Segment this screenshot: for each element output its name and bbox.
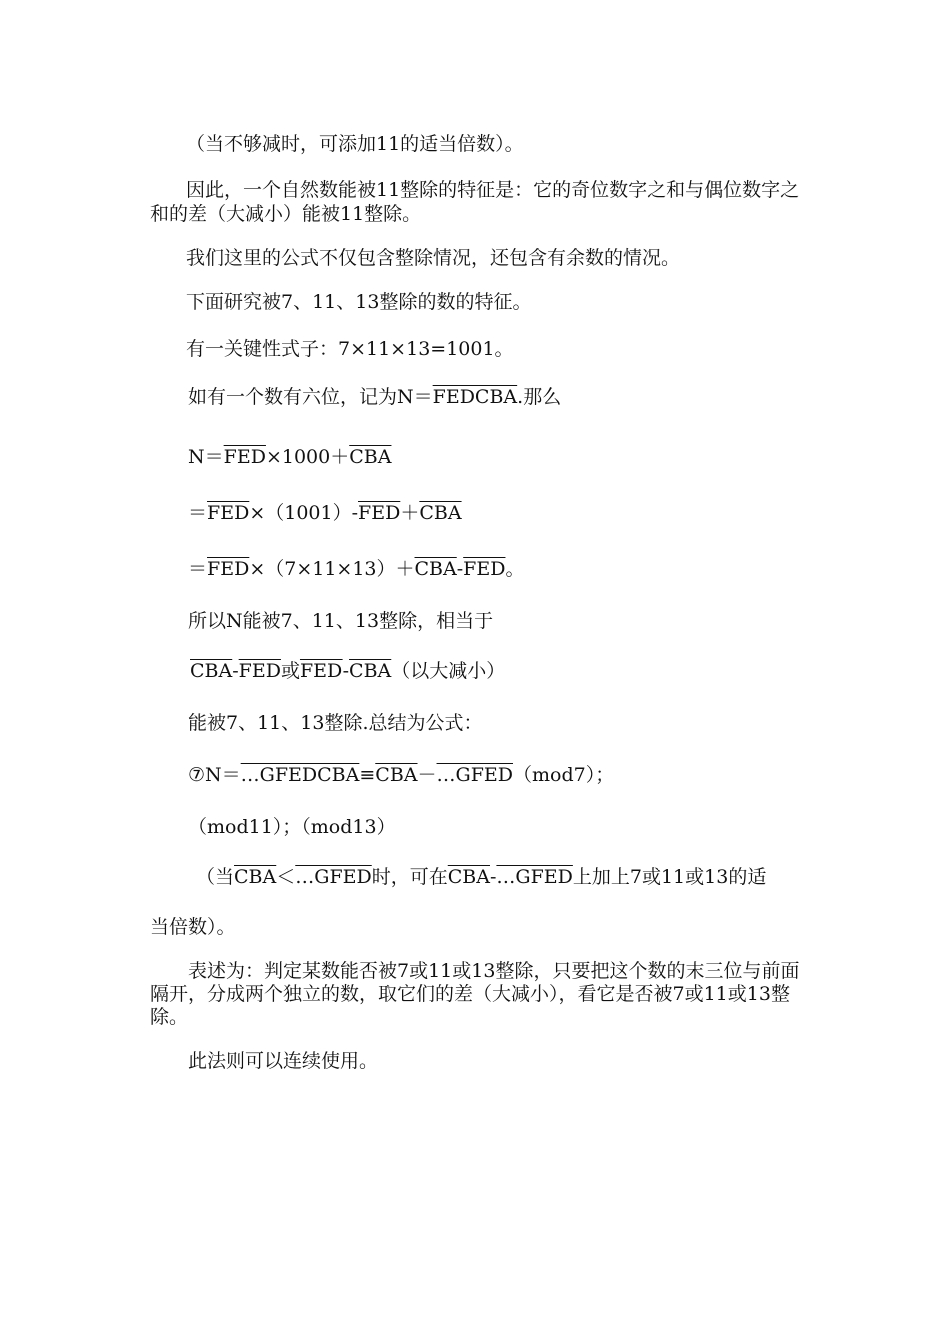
overline-number: FEDCBA bbox=[432, 386, 518, 408]
text: - bbox=[489, 866, 497, 888]
overline-number: $\overline{CBA}$ bbox=[234, 866, 277, 888]
equation-line-3 bbox=[188, 558, 524, 580]
formula-mod11-mod13: （mod11）；（mod13） bbox=[188, 816, 396, 838]
difference-expression bbox=[190, 660, 505, 682]
text: - bbox=[232, 660, 239, 682]
overline-number: $\overline{FED}$ bbox=[299, 660, 343, 682]
overline-number: $\overline{FED}$ bbox=[207, 558, 250, 580]
text: ×1000＋ bbox=[265, 446, 350, 468]
overline-number: $\overline{CBA}$ bbox=[349, 660, 392, 682]
paragraph-11-rule-line2: 和的差（大减小）能被11整除。 bbox=[150, 203, 422, 225]
overline-number: …GFED bbox=[496, 866, 573, 888]
overline-number: …GFEDCBA bbox=[240, 764, 360, 786]
overline-number: $\overline{CBA}$ bbox=[190, 660, 233, 682]
equation-line-1 bbox=[188, 446, 391, 468]
equation-line-2 bbox=[188, 502, 462, 524]
overline-number: $\overline{CBA}$ bbox=[419, 502, 462, 524]
text: － bbox=[417, 764, 437, 786]
paragraph-statement: 表述为：判定某数能否被7或11或13整除，只要把这个数的末三位与前面隔开，分成两个独立的数，取它们的差（大减小），看它是否被7或11或13整除。 bbox=[150, 960, 800, 1028]
text: ⑦N＝ bbox=[188, 764, 241, 786]
text: .那么 bbox=[517, 386, 562, 408]
overline-number: $\overline{CBA}$ bbox=[447, 866, 490, 888]
text: 。 bbox=[505, 558, 525, 580]
overline-number: $\overline{FED}$ bbox=[207, 502, 250, 524]
overline-number: $\overline{CBA}$ bbox=[414, 558, 457, 580]
paragraph-formula-note: 我们这里的公式不仅包含整除情况，还包含有余数的情况。 bbox=[186, 247, 681, 269]
overline-number: $\overline{FED}$ bbox=[238, 660, 281, 682]
text: - bbox=[456, 558, 464, 580]
text: 上加上7或11或13的适 bbox=[572, 866, 767, 888]
text: （当 bbox=[196, 866, 235, 888]
text: ×（1001）- bbox=[249, 502, 359, 524]
text: ×（7×11×13）＋ bbox=[249, 558, 415, 580]
text: （以大减小） bbox=[391, 660, 506, 682]
text: ＜ bbox=[276, 866, 296, 888]
overline-number: $\overline{FED}$ bbox=[463, 558, 506, 580]
text: ＝ bbox=[188, 558, 208, 580]
text: ＝ bbox=[188, 502, 208, 524]
paragraph-repeat-use: 此法则可以连续使用。 bbox=[188, 1050, 379, 1072]
paragraph-summary: 能被7、11、13整除.总结为公式： bbox=[188, 712, 483, 734]
paragraph-key-equation: 有一关键性式子：7×11×13=1001。 bbox=[186, 338, 514, 360]
note-when-less-end: 当倍数）。 bbox=[150, 916, 236, 938]
text: 时，可在 bbox=[371, 866, 448, 888]
paragraph-six-digit bbox=[188, 386, 561, 408]
text: ≡ bbox=[359, 764, 376, 786]
overline-number: …GFED bbox=[436, 764, 513, 786]
formula-mod7 bbox=[188, 764, 614, 786]
text: 或 bbox=[280, 660, 300, 682]
overline-number: $\overline{FED}$ bbox=[223, 446, 266, 468]
text: （mod7）； bbox=[513, 764, 615, 786]
overline-number: …GFED bbox=[295, 866, 372, 888]
paragraph-equivalent: 所以N能被7、11、13整除，相当于 bbox=[188, 610, 494, 632]
paragraph-11-rule-line1: 因此，一个自然数能被11整除的特征是：它的奇位数字之和与偶位数字之 bbox=[186, 179, 800, 201]
note-when-less bbox=[196, 866, 766, 888]
note-add-multiple: （当不够减时，可添加11的适当倍数）。 bbox=[186, 133, 524, 155]
paragraph-study-7-11-13: 下面研究被7、11、13整除的数的特征。 bbox=[186, 291, 532, 313]
text: 如有一个数有六位，记为N＝ bbox=[188, 386, 433, 408]
overline-number: $\overline{CBA}$ bbox=[375, 764, 418, 786]
text: - bbox=[342, 660, 350, 682]
overline-number: $\overline{FED}$ bbox=[358, 502, 401, 524]
overline-number: $\overline{CBA}$ bbox=[349, 446, 392, 468]
text: N＝ bbox=[188, 446, 224, 468]
text: ＋ bbox=[400, 502, 420, 524]
